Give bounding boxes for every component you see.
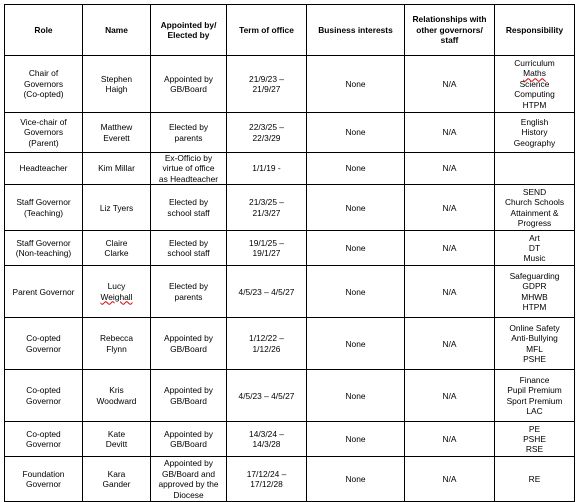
- cell-relationships: [405, 153, 495, 185]
- cell-business: [307, 113, 405, 153]
- cell-role-line: Co-opted: [26, 333, 61, 344]
- cell-name-line: Devitt: [105, 439, 128, 450]
- cell-role-line: Headteacher: [19, 163, 68, 174]
- cell-appointed-line: GB/Board: [170, 84, 207, 94]
- cell-role-line: Governor: [26, 395, 61, 406]
- cell-name-line: Matthew: [100, 122, 133, 133]
- cell-business-text: None: [345, 202, 366, 213]
- cell-relationships-text: N/A: [442, 338, 457, 349]
- cell-term-line: 21/9/27: [252, 84, 281, 94]
- cell-role: [5, 266, 83, 318]
- cell-business: [307, 318, 405, 370]
- cell-responsibility: [495, 231, 575, 266]
- cell-role-line: (Non-teaching): [15, 248, 72, 259]
- cell-business-text: None: [345, 390, 366, 401]
- cell-responsibility-line: Church Schools: [504, 197, 565, 208]
- cell-role-line: Staff Governor: [16, 237, 71, 248]
- cell-responsibility-line: RSE: [525, 444, 544, 455]
- cell-name: [83, 113, 151, 153]
- cell-business-text: None: [345, 127, 366, 138]
- cell-responsibility-line: MFL: [526, 343, 543, 354]
- cell-responsibility-line: PE: [528, 423, 541, 434]
- cell-term: [227, 153, 307, 185]
- cell-role: [5, 318, 83, 370]
- cell-responsibility-line: RE: [528, 474, 541, 485]
- cell-appointed-line: virtue of office: [162, 163, 215, 174]
- cell-relationships-text: N/A: [442, 202, 457, 213]
- cell-term-line: 4/5/23 – 4/5/27: [238, 390, 295, 401]
- column-header-relationships: Relationships with other governors/ staff: [405, 5, 495, 56]
- cell-responsibility-line: GDPR: [522, 281, 547, 292]
- cell-term: [227, 231, 307, 266]
- cell-appointed: [151, 231, 227, 266]
- cell-relationships: [405, 56, 495, 113]
- cell-appointed-line: Appointed by: [164, 73, 213, 84]
- cell-appointed-line: GB/Board and: [161, 468, 216, 479]
- cell-responsibility: [495, 185, 575, 231]
- cell-relationships: [405, 231, 495, 266]
- cell-term-line: 4/5/23 – 4/5/27: [238, 286, 295, 297]
- cell-responsibility-line: Music: [523, 253, 546, 264]
- cell-responsibility-line: Progress: [517, 218, 552, 229]
- cell-responsibility-line: Sport Premium: [506, 395, 563, 406]
- cell-responsibility: [495, 153, 575, 185]
- cell-role-line: Governor: [26, 439, 61, 450]
- cell-appointed: [151, 113, 227, 153]
- cell-role-line: Foundation: [22, 468, 65, 479]
- cell-business: [307, 153, 405, 185]
- cell-name-line: Clarke: [104, 248, 129, 259]
- cell-responsibility-line: Geography: [513, 137, 556, 148]
- cell-responsibility-line: English: [520, 116, 549, 127]
- table-row: [5, 56, 575, 113]
- cell-responsibility-line: Safeguarding: [509, 270, 560, 281]
- cell-responsibility: [495, 113, 575, 153]
- cell-business-text: None: [345, 434, 366, 445]
- cell-relationships-text: N/A: [442, 127, 457, 138]
- cell-relationships: [405, 422, 495, 457]
- cell-name-line: Woodward: [96, 395, 137, 406]
- cell-appointed-line: Appointed by: [164, 458, 213, 469]
- cell-appointed-line: Diocese: [173, 489, 204, 500]
- cell-term-line: 22/3/25 –: [249, 122, 284, 133]
- cell-role-line: Governor: [26, 479, 61, 490]
- cell-term: [227, 318, 307, 370]
- column-header-responsibility: Responsibility: [495, 5, 575, 56]
- cell-name: [83, 318, 151, 370]
- cell-responsibility: [495, 56, 575, 113]
- cell-name-line: Weighall: [100, 291, 133, 302]
- table-row: [5, 318, 575, 370]
- cell-name: [83, 56, 151, 113]
- cell-role: [5, 370, 83, 422]
- cell-term: [227, 370, 307, 422]
- cell-responsibility-line: Computing: [514, 89, 555, 100]
- table-row: [5, 185, 575, 231]
- cell-responsibility-line: SEND: [522, 186, 547, 197]
- cell-business: [307, 457, 405, 502]
- cell-responsibility-line: Finance: [519, 374, 550, 385]
- cell-role: [5, 231, 83, 266]
- cell-appointed-line: Appointed by: [164, 385, 213, 396]
- cell-role-line: Governors: [23, 78, 64, 89]
- cell-role: [5, 153, 83, 185]
- cell-appointed-line: GB/Board: [170, 439, 207, 450]
- cell-role: [5, 113, 83, 153]
- cell-appointed-line: Ex-Officio by: [164, 153, 213, 163]
- cell-responsibility-line: LAC: [526, 406, 543, 417]
- cell-name-line: Kate: [107, 428, 126, 439]
- column-header-business: Business interests: [307, 5, 405, 56]
- cell-business-text: None: [345, 78, 366, 89]
- cell-responsibility-line: HTPM: [522, 302, 547, 313]
- cell-appointed-line: Elected by: [168, 237, 209, 248]
- cell-term-line: 14/3/24 –: [249, 428, 284, 439]
- cell-relationships: [405, 318, 495, 370]
- cell-term: [227, 266, 307, 318]
- cell-relationships-text: N/A: [442, 243, 457, 254]
- cell-relationships-text: N/A: [442, 286, 457, 297]
- cell-name-line: Flynn: [106, 343, 127, 354]
- cell-responsibility-line: MHWB: [521, 291, 548, 302]
- table-row: [5, 113, 575, 153]
- cell-business: [307, 231, 405, 266]
- cell-appointed: [151, 56, 227, 113]
- cell-appointed-line: approved by the: [158, 479, 219, 490]
- cell-name: [83, 153, 151, 185]
- cell-responsibility-line: PSHE: [523, 354, 546, 365]
- cell-business: [307, 185, 405, 231]
- cell-name-line: Gander: [102, 479, 131, 490]
- cell-name-line: Everett: [103, 132, 130, 143]
- cell-name: [83, 266, 151, 318]
- cell-relationships: [405, 457, 495, 502]
- cell-appointed-line: school staff: [167, 207, 210, 218]
- cell-responsibility-line: Art: [529, 232, 540, 243]
- cell-role-line: Vice-chair of: [20, 116, 67, 127]
- cell-role: [5, 422, 83, 457]
- cell-term: [227, 113, 307, 153]
- cell-business-text: None: [345, 286, 366, 297]
- cell-appointed-line: parents: [174, 291, 203, 302]
- cell-term-line: 21/3/25 –: [249, 197, 284, 208]
- cell-role-line: Co-opted: [26, 428, 61, 439]
- cell-responsibility: [495, 266, 575, 318]
- cell-name: [83, 422, 151, 457]
- cell-role: [5, 457, 83, 502]
- cell-responsibility-line: Anti-Bullying: [511, 333, 558, 344]
- cell-role: [5, 185, 83, 231]
- cell-relationships-text: N/A: [442, 78, 457, 89]
- cell-relationships: [405, 185, 495, 231]
- cell-responsibility: [495, 422, 575, 457]
- cell-term-line: 1/1/19 -: [252, 163, 281, 174]
- cell-name-line: Lucy: [107, 281, 126, 292]
- cell-business: [307, 370, 405, 422]
- cell-business: [307, 266, 405, 318]
- cell-appointed-line: Appointed by: [164, 428, 213, 439]
- cell-name-line: Claire: [105, 237, 128, 248]
- cell-appointed-line: Elected by: [168, 281, 209, 292]
- cell-responsibility-line: History: [521, 127, 548, 138]
- cell-name-line: Rebecca: [99, 333, 134, 344]
- table-row: [5, 266, 575, 318]
- cell-business-text: None: [345, 243, 366, 254]
- cell-term-line: 1/12/26: [252, 343, 281, 354]
- table-header-row: [5, 5, 575, 56]
- cell-role-line: Chair of: [28, 68, 59, 79]
- cell-appointed: [151, 185, 227, 231]
- cell-appointed: [151, 370, 227, 422]
- cell-name: [83, 457, 151, 502]
- cell-appointed-line: Elected by: [168, 197, 209, 208]
- cell-relationships-text: N/A: [442, 474, 457, 485]
- cell-term-line: 1/12/22 –: [249, 333, 284, 344]
- cell-term-line: 19/1/27: [252, 248, 281, 259]
- cell-role-line: Co-opted: [26, 385, 61, 396]
- cell-relationships: [405, 266, 495, 318]
- cell-role-line: (Co-opted): [23, 89, 64, 100]
- cell-name-line: Kara: [107, 468, 126, 479]
- cell-term: [227, 457, 307, 502]
- column-header-term: Term of office: [227, 5, 307, 56]
- cell-name-line: Liz Tyers: [99, 202, 134, 213]
- cell-term: [227, 56, 307, 113]
- cell-term-line: 21/3/27: [252, 207, 281, 218]
- cell-relationships: [405, 113, 495, 153]
- cell-name: [83, 185, 151, 231]
- cell-appointed-line: GB/Board: [170, 343, 207, 354]
- table-row: [5, 422, 575, 457]
- cell-appointed: [151, 318, 227, 370]
- cell-appointed: [151, 422, 227, 457]
- cell-term-line: 17/12/24 –: [246, 468, 287, 479]
- cell-appointed-line: Appointed by: [164, 333, 213, 344]
- cell-relationships-text: N/A: [442, 163, 457, 174]
- cell-business: [307, 422, 405, 457]
- cell-responsibility-line: Maths: [523, 68, 546, 79]
- cell-name-line: Kim Millar: [98, 163, 135, 174]
- cell-relationships-text: N/A: [442, 390, 457, 401]
- cell-name-line: Kris: [109, 385, 124, 396]
- cell-name-line: Haigh: [105, 84, 128, 94]
- cell-responsibility-line: Online Safety: [509, 322, 560, 333]
- cell-term-line: 21/9/23 –: [249, 73, 284, 84]
- cell-role-line: Governors: [23, 127, 64, 138]
- table-body: [5, 56, 575, 502]
- table-row: [5, 231, 575, 266]
- cell-term-line: 19/1/25 –: [249, 237, 284, 248]
- cell-business-text: None: [345, 163, 366, 174]
- cell-term-line: 14/3/28: [252, 439, 281, 450]
- cell-appointed: [151, 266, 227, 318]
- column-header-name: Name: [83, 5, 151, 56]
- cell-name-line: Stephen: [100, 73, 133, 84]
- cell-name: [83, 231, 151, 266]
- cell-responsibility-line: DT: [528, 243, 541, 254]
- cell-responsibility-line: PSHE: [523, 434, 546, 445]
- cell-appointed-line: school staff: [167, 248, 210, 259]
- table-row: [5, 457, 575, 502]
- cell-responsibility-line: HTPM: [522, 99, 547, 110]
- cell-role-line: (Teaching): [23, 207, 64, 218]
- cell-relationships: [405, 370, 495, 422]
- cell-responsibility: [495, 457, 575, 502]
- cell-role-line: Governor: [26, 343, 61, 354]
- cell-business-text: None: [345, 338, 366, 349]
- column-header-appointed: Appointed by/ Elected by: [151, 5, 227, 56]
- cell-name: [83, 370, 151, 422]
- cell-business-text: None: [345, 474, 366, 485]
- cell-appointed-line: as Headteacher: [158, 173, 219, 184]
- table-row: [5, 153, 575, 185]
- cell-term: [227, 422, 307, 457]
- column-header-role: Role: [5, 5, 83, 56]
- governors-table: [4, 4, 575, 502]
- cell-appointed: [151, 457, 227, 502]
- cell-business: [307, 56, 405, 113]
- cell-role-line: Staff Governor: [16, 197, 71, 208]
- cell-responsibility: [495, 370, 575, 422]
- table-row: [5, 370, 575, 422]
- cell-term-line: 22/3/29: [252, 132, 281, 143]
- cell-appointed-line: parents: [174, 132, 203, 143]
- cell-responsibility-line: Attainment &: [510, 207, 559, 218]
- cell-role: [5, 56, 83, 113]
- cell-term: [227, 185, 307, 231]
- cell-responsibility-line: Science: [519, 78, 550, 89]
- cell-responsibility-line: Curriculum: [514, 57, 555, 68]
- cell-appointed-line: Elected by: [168, 122, 209, 133]
- cell-responsibility: [495, 318, 575, 370]
- cell-appointed: [151, 153, 227, 185]
- cell-appointed-line: GB/Board: [170, 395, 207, 406]
- cell-relationships-text: N/A: [442, 434, 457, 445]
- cell-responsibility-line: Pupil Premium: [507, 385, 562, 396]
- cell-role-line: Parent Governor: [12, 286, 75, 297]
- cell-term-line: 17/12/28: [250, 479, 283, 490]
- cell-role-line: (Parent): [28, 137, 59, 148]
